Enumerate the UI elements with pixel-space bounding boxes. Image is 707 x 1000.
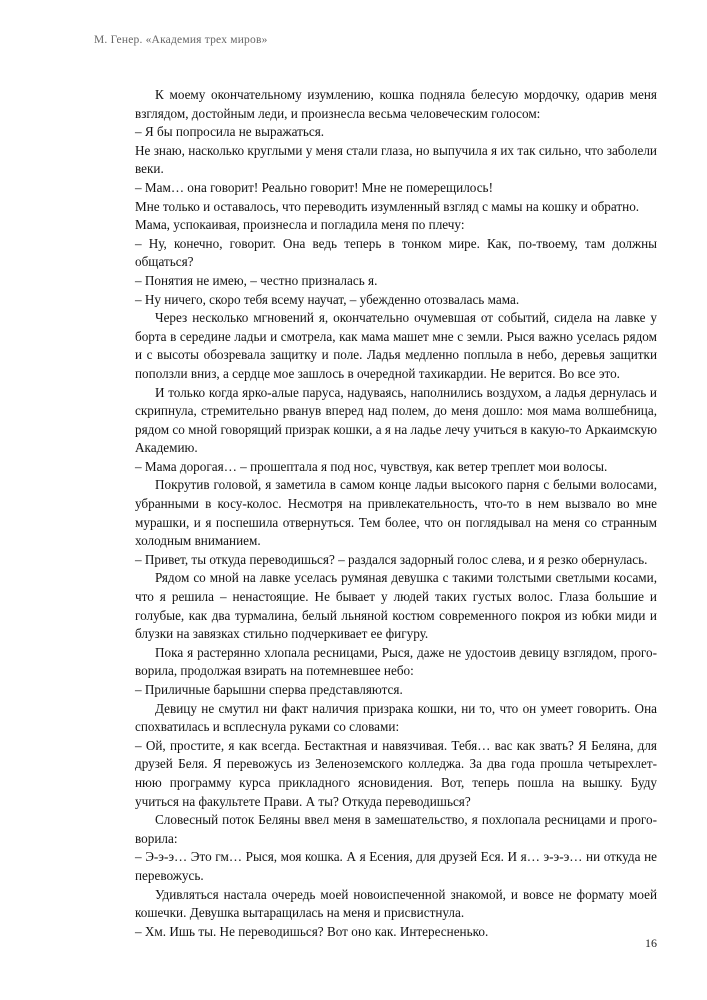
paragraph: Рядом со мной на лавке уселась румяная девушка с такими толстыми светлыми косами, что я решила – ненастоящие. Не бывает у людей таких густых волос. Глаза большие и голубые, как два турмалина, белый льняной костюм современного покроя из юбки миди и блузки на завязках стильно подчеркивает ее фигуру. [135, 570, 657, 642]
paragraph: – Ой, простите, я как всегда. Бестактная и навязчивая. Тебя… вас как звать? Я Беляна, для друзей Беля. Я перевожусь из Зеленоземского колледжа. За два года прошла четырехлетнюю программу курса прикладного ясновидения. Вот, теперь пошла на вышку. Буду учиться на факультете Прави. А ты? Откуда переводишься? [135, 737, 657, 809]
paragraph: Удивляться настала очередь моей новоиспеченной знакомой, и вовсе не формату моей кошечки. Девушка вытаращилась на меня и присвистнула. [135, 886, 657, 921]
paragraph: К моему окончательному изумлению, кошка подняла белесую мордочку, одарив меня взглядом, достойным леди, и произнесла весьма человеческим голосом: [135, 87, 657, 121]
paragraph: – Я бы попросила не выражаться. [135, 124, 325, 140]
paragraph: – Мама дорогая… – прошептала я под нос, чувствуя, как ветер треплет мои волосы. [135, 458, 608, 474]
paragraph: Через несколько мгновений я, окончательно очумевшая от событий, сидела на лавке у борта в середине ладьи и смотрела, как мама машет мне с земли. Рыся важно уселась рядом и с высоты обозревала защитку и поле. Ладья медленно поплыла в небо, деревья защитки поползли вниз, а сердце мое зашлось в очередной тахикардии. Не верится. Во все это. [135, 310, 657, 381]
paragraph: Словесный поток Беляны ввел меня в замешательство, я похлопала ресницами и проговорила: [135, 812, 657, 846]
paragraph: – Ну ничего, скоро тебя всему научат, – убежденно отозвалась мама. [135, 291, 520, 307]
paragraph: – Хм. Ишь ты. Не переводишься? Вот оно как. Интересненько. [135, 923, 489, 939]
paragraph: – Приличные барышни сперва представляются. [135, 682, 403, 697]
paragraph: И только когда ярко-алые паруса, надуваясь, наполнились воздухом, а ладья дернулась и скрипнула, стремительно рванув вперед над полем, до меня дошло: моя мама волшебница, рядом со мной говорящий призрак кошки, а я на ладье лечу учиться в какую-то Аркаимскую Академию. [135, 384, 657, 456]
paragraph: Не знаю, насколько круглыми у меня стали глаза, но выпучила я их так сильно, что заболели веки. [135, 142, 657, 177]
page-number: 16 [645, 936, 657, 950]
paragraph: Пока я растерянно хлопала ресницами, Рыся, даже не удостоив девицу взглядом, проговорила, продолжая взирать на потемневшее небо: [135, 644, 657, 679]
paragraph: – Привет, ты откуда переводишься? – раздался задорный голос слева, и я резко обернулась. [135, 551, 648, 567]
paragraph: Девицу не смутил ни факт наличия призрака кошки, ни то, что он умеет говорить. Она спохватилась и всплеснула руками со словами: [135, 700, 657, 735]
paragraph: – Понятия не имею, – честно призналась я. [135, 272, 378, 288]
paragraph: – Мам… она говорит! Реально говорит! Мне не померещилось! [135, 179, 493, 195]
body-text [135, 86, 657, 941]
running-header: М. Генер. «Академия трех миров» [94, 34, 268, 46]
paragraph: – Ну, конечно, говорит. Она ведь теперь в тонком мире. Как, по-твоему, там должны общаться? [135, 235, 657, 270]
paragraph: Мама, успокаивая, произнесла и погладила меня по плечу: [135, 217, 465, 233]
paragraph: Покрутив головой, я заметила в самом конце ладьи высокого парня с белыми волосами, убранными в косу-колос. Несмотря на привлекательность, что-то в нем вызвало во мне мурашки, и я поспешила отвернуться. Тем более, что он поглядывал на меня со странным холодным вниманием. [135, 477, 657, 549]
paragraph: Мне только и оставалось, что переводить изумленный взгляд с мамы на кошку и обратно. [135, 198, 640, 214]
paragraph: – Э-э-э… Это гм… Рыся, моя кошка. А я Есения, для друзей Еся. И я… э-э-э… ни откуда не перевожусь. [135, 849, 657, 883]
